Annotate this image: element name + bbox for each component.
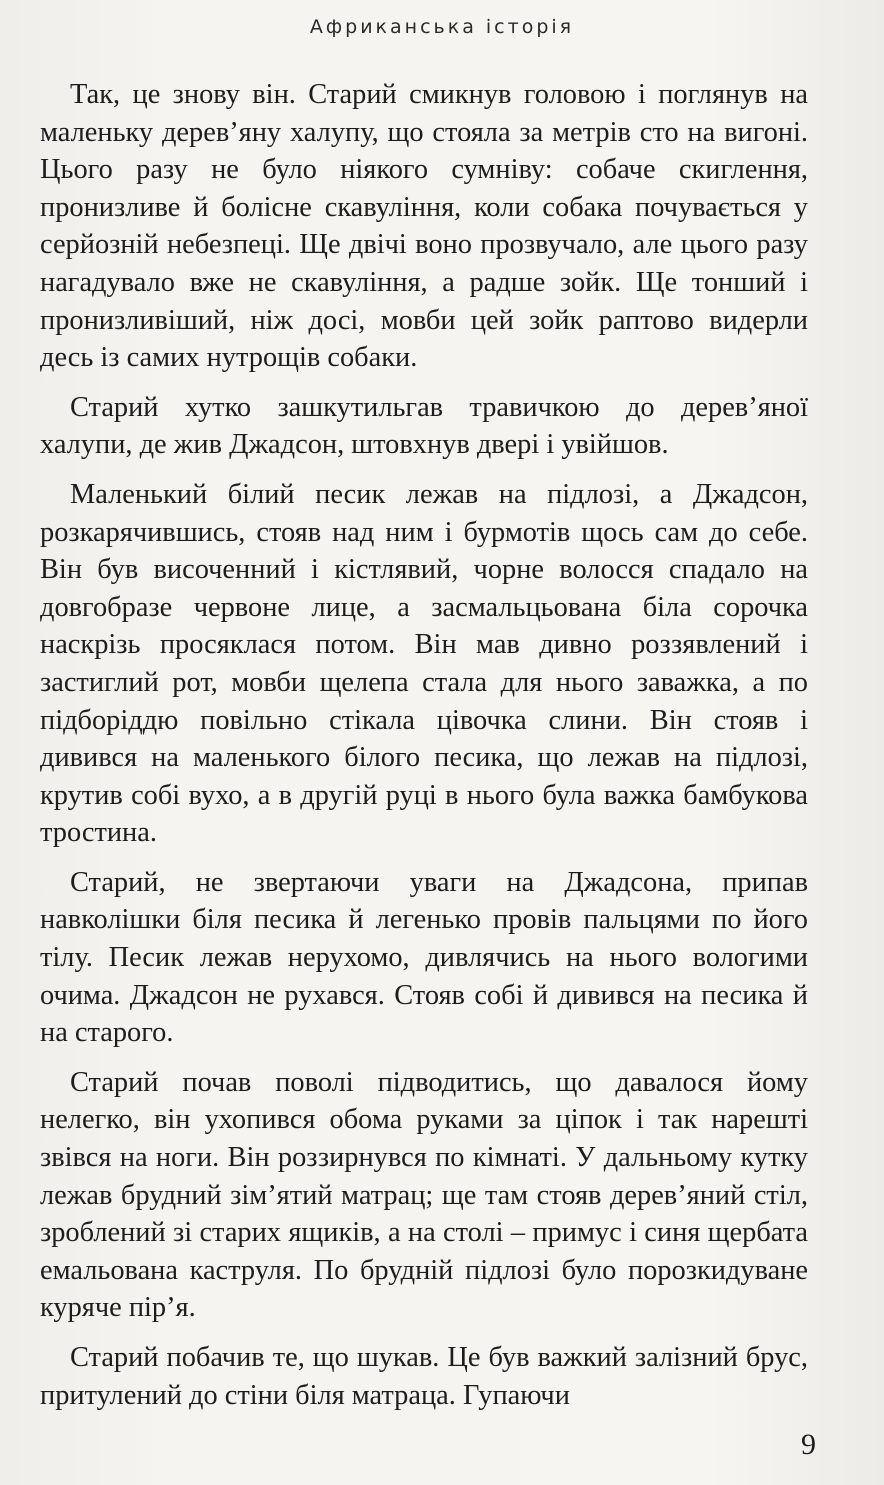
paragraph: Старий хутко зашкутильгав травичкою до дерев’яної халупи, де жив Джадсон, штовхнув двері і увійшов. — [40, 391, 808, 461]
paragraph: Так, це знову він. Старий смикнув головою і поглянув на маленьку дерев’яну халупу, що стояла за метрів сто на вигоні. Цього разу не було ніякого сумніву: собаче скиглення, пронизливе й болісне скавуління, коли собака почувається у серйозній небезпеці. Ще двічі воно прозвучало, але цього разу нагадувало вже не скавуління, а радше зойк. Ще тонший і пронизливіший, ніж досі, мовби цей зойк раптово видерли десь із самих нутрощів собаки. — [40, 79, 808, 374]
running-head: Африканська історія — [309, 16, 575, 38]
paragraph: Старий побачив те, що шукав. Це був важкий залізний брус, притулений до стіни біля матраца. Гупаючи — [40, 1342, 808, 1411]
paragraph: Старий почав поволі підводитись, що давалося йому нелегко, він ухопився обома руками за ціпок і так нарешті звівся на ноги. Він роззирнувся по кімнаті. У дальньому кутку лежав брудний зім’ятий матрац; ще там стояв дерев’яний стіл, зроблений зі старих ящиків, а на столі – примус і синя щербата емальована каструля. По брудній підлозі було порозкидуване куряче пір’я. — [40, 1066, 808, 1324]
paragraph: Маленький білий песик лежав на підлозі, а Джадсон, розкарячившись, стояв над ним і бурмотів щось сам до себе. Він був височенний і кістлявий, чорне волосся спадало на довгобразе червоне лице, а засмальцьована біла сорочка наскрізь просяклася потом. Він мав дивно роззявлений і застиглий рот, мовби щелепа стала для нього заважка, а по підборіддю повільно стікала цівочка слини. Він стояв і дивився на маленького білого песика, що лежав на підлозі, крутив собі вухо, а в другій руці в нього була важка бамбукова тростина. — [40, 478, 808, 849]
page-number: 9 — [801, 1428, 816, 1461]
paragraph: Старий, не звертаючи уваги на Джадсона, припав навколішки біля песика й легенько провів пальцями по його тілу. Песик лежав нерухомо, дивлячись на нього вологими очима. Джадсон не рухався. Стояв собі й дивився на песика й на старого. — [40, 866, 808, 1049]
body-text — [40, 76, 808, 1426]
